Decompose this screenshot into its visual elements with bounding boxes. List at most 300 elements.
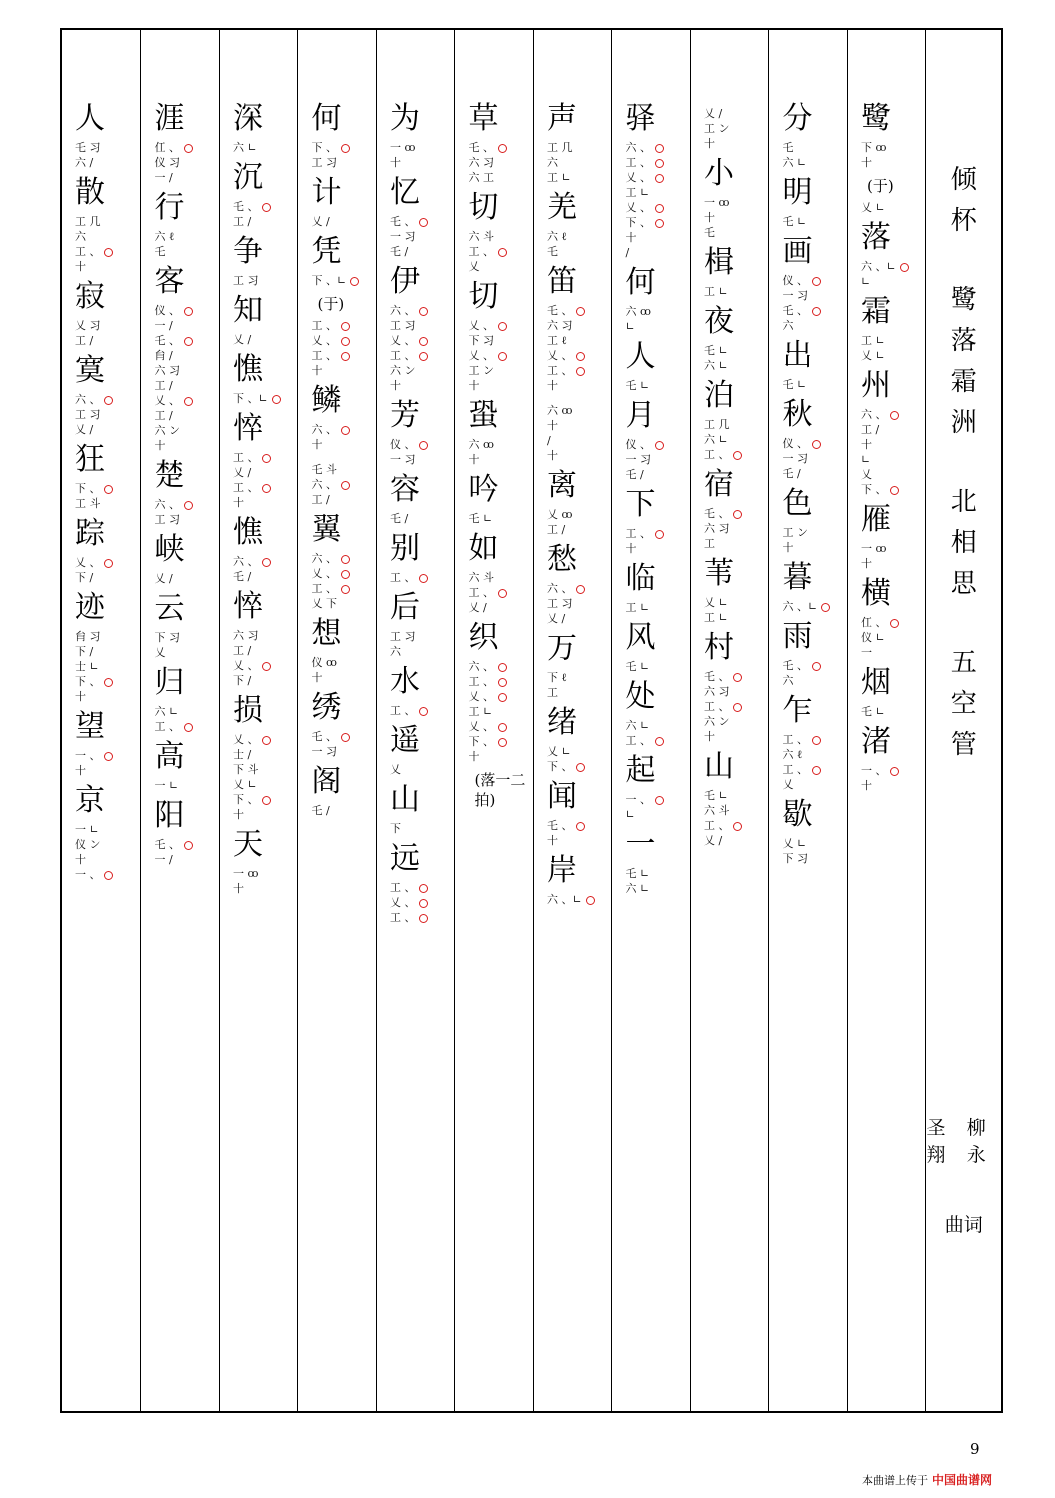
notation-line: 乂 ꝏ — [546, 508, 573, 521]
lyric-unit — [390, 591, 420, 659]
notation-line: 十 — [546, 834, 558, 847]
red-beat-circle-icon — [104, 485, 113, 494]
gongche-notation — [311, 462, 350, 507]
lyric-unit — [390, 665, 429, 718]
lyric-char: 如 — [468, 531, 499, 566]
red-beat-circle-icon — [419, 218, 428, 227]
notation-line: 六 、 — [861, 407, 900, 422]
lyric-unit — [547, 469, 577, 537]
gongche-notation — [861, 200, 885, 215]
red-beat-circle-icon — [262, 662, 271, 671]
lyric-char: 忆 — [389, 175, 420, 210]
gongche-notation — [390, 303, 429, 393]
lyric-char: 泊 — [703, 378, 734, 413]
lyric-unit — [625, 621, 655, 674]
gongche-notation — [704, 284, 728, 299]
lyric-unit — [233, 161, 272, 229]
title-char: 杯 — [950, 206, 977, 236]
notation-line: 工 ∟ — [625, 601, 650, 614]
gongche-notation — [861, 615, 900, 660]
lyric-char: 翼 — [311, 512, 342, 547]
lyric-unit — [782, 561, 830, 614]
gongche-notation — [861, 259, 909, 289]
notation-line: 下 、 — [547, 759, 586, 774]
notation-line: 六 ∟ — [232, 141, 257, 154]
notation-line: 乇 ∟ — [703, 344, 728, 357]
lyric-char: 何 — [625, 265, 656, 300]
lyric-char: 人 — [74, 101, 105, 136]
title-char: 霜 — [950, 367, 977, 397]
lyric-char: 闻 — [546, 779, 577, 814]
notation-line: 六 、 — [625, 140, 664, 155]
notation-line: 乂 、 — [311, 333, 350, 348]
notation-line: 下 习 — [154, 631, 180, 644]
lyric-unit — [311, 765, 341, 818]
gongche-notation — [390, 214, 429, 259]
notation-line: 仜 、 — [154, 140, 193, 155]
lyric-unit — [625, 102, 664, 260]
notation-line: 六 、 — [311, 551, 350, 566]
lyric-unit — [704, 468, 743, 551]
notation-line: 六 习 — [154, 364, 180, 377]
lyric-unit — [468, 399, 498, 467]
gongche-notation — [782, 836, 808, 866]
notation-line: 乇 、 — [154, 837, 193, 852]
lyric-unit — [704, 631, 743, 744]
notation-line: 乂 下 — [311, 597, 337, 610]
lyric-unit — [154, 533, 184, 586]
notation-line: 仪 ∟ — [860, 631, 885, 644]
notation-line: 十 — [782, 541, 794, 554]
notation-line: 六 ℓ — [154, 230, 175, 243]
lyric-char: 峡 — [154, 532, 185, 567]
notation-line: 仪 、 — [782, 436, 821, 451]
red-beat-circle-icon — [498, 663, 507, 672]
notation-line: 工 、 — [468, 585, 507, 600]
lyric-char: 何 — [311, 101, 342, 136]
notation-line: 乇 ∟ — [468, 512, 493, 525]
red-beat-circle-icon — [341, 144, 350, 153]
lyric-char: 宿 — [703, 467, 734, 502]
lyric-unit — [625, 340, 655, 393]
red-beat-circle-icon — [419, 574, 428, 583]
notation-line: 六 ∟ — [782, 156, 807, 169]
title-word-1 — [951, 160, 977, 242]
notation-line: 十 — [468, 379, 480, 392]
red-beat-circle-icon — [733, 822, 742, 831]
notation-line: 六 ン — [389, 364, 416, 377]
gongche-notation — [75, 140, 101, 170]
red-beat-circle-icon — [576, 763, 585, 772]
title-char: 思 — [950, 569, 977, 599]
lyric-char: 人 — [625, 339, 656, 374]
lyric-unit — [154, 799, 193, 867]
notation-line: 工 习 — [154, 513, 180, 526]
notation-line: 乂 ∟ — [546, 745, 571, 758]
lyric-unit — [861, 725, 900, 793]
lyric-char: 驿 — [625, 101, 656, 136]
title-word-4 — [951, 643, 977, 766]
lyric-char: 伊 — [389, 264, 420, 299]
notation-line: 六 习 — [703, 522, 730, 535]
footer-credit — [862, 1471, 992, 1488]
gongche-notation — [390, 703, 429, 718]
notation-line: 工 、 — [311, 348, 350, 363]
notation-line: 六 ∟ — [703, 433, 728, 446]
notation-line: 六 习 — [232, 629, 259, 642]
lyric-char: 争 — [232, 234, 263, 269]
notation-line: 乇 / — [232, 570, 252, 583]
gongche-notation — [233, 732, 272, 822]
lyric-unit — [233, 516, 272, 584]
notation-line: 工 ∟ — [625, 186, 650, 199]
gongche-notation — [782, 377, 806, 392]
lyric-char: 暮 — [782, 560, 813, 595]
lyric-char: 芳 — [389, 398, 420, 433]
lyric-unit — [468, 621, 507, 764]
notation-line: 下 习 — [782, 852, 808, 865]
gongche-notation — [233, 866, 259, 896]
gongche-notation — [547, 303, 586, 393]
lyric-unit — [311, 691, 350, 759]
lyric-unit — [547, 191, 577, 259]
gongche-notation — [625, 866, 649, 896]
notation-line: 十 — [74, 853, 86, 866]
lyric-unit — [547, 632, 577, 700]
lyric-unit — [468, 191, 507, 274]
notation-line: 乇 / — [389, 245, 409, 258]
red-beat-circle-icon — [262, 796, 271, 805]
lyric-column-5 — [533, 30, 612, 1411]
notation-line: 下 / — [74, 571, 94, 584]
lyric-unit — [75, 443, 114, 511]
notation-line: ∟ — [860, 275, 871, 288]
notation-line: 仪 ン — [74, 838, 101, 851]
notation-line: 六 、∟ — [547, 892, 595, 907]
notation-line: 乂 / — [232, 466, 252, 479]
credit-suffix: 曲词 — [944, 1214, 983, 1236]
red-beat-circle-icon — [184, 307, 193, 316]
lyric-column-11 — [62, 30, 141, 1411]
lyric-column-9 — [219, 30, 298, 1411]
red-beat-circle-icon — [341, 322, 350, 331]
notation-line: 六 、 — [75, 392, 114, 407]
gongche-notation — [154, 497, 193, 527]
notation-line: 十 — [703, 730, 715, 743]
lyric-unit — [861, 221, 909, 289]
gongche-notation — [625, 600, 649, 615]
notation-line: 十 — [74, 260, 86, 273]
gongche-notation — [547, 229, 567, 259]
notation-line: / — [546, 434, 551, 447]
gongche-notation — [861, 140, 887, 170]
lyric-unit — [154, 740, 184, 793]
column-stack — [691, 102, 769, 1391]
notation-line: 六 — [74, 230, 86, 243]
column-stack — [455, 102, 533, 1391]
lyric-unit — [468, 532, 507, 615]
red-beat-circle-icon — [341, 733, 350, 742]
red-beat-circle-icon — [341, 555, 350, 564]
gongche-notation — [233, 332, 251, 347]
lyric-char: 村 — [703, 630, 734, 665]
notation-line: 一 ꝏ — [860, 542, 887, 555]
lyric-unit — [75, 280, 105, 348]
lyric-char: 狂 — [74, 442, 105, 477]
lyric-char: 凭 — [311, 234, 342, 269]
notation-line: 工 、 — [311, 581, 350, 596]
lyric-unit — [782, 798, 812, 866]
lyric-char: 离 — [546, 468, 577, 503]
notation-line: 六 — [546, 156, 558, 169]
lyric-unit — [782, 694, 821, 792]
red-beat-circle-icon — [655, 737, 664, 746]
notation-line: 十 — [860, 438, 872, 451]
lyric-char: 声 — [546, 101, 577, 136]
red-beat-circle-icon — [341, 481, 350, 490]
lyric-char: 切 — [468, 190, 499, 225]
notation-line: 工 ン — [703, 122, 730, 135]
gongche-notation — [75, 822, 114, 882]
notation-line: 下 、 — [311, 140, 350, 155]
lyric-char: 小 — [703, 156, 734, 191]
lyric-unit — [704, 557, 734, 625]
notation-line: 六 、 — [233, 554, 272, 569]
gongche-notation — [233, 140, 257, 155]
notation-line: 工 、 — [704, 699, 743, 714]
lyric-unit — [704, 750, 743, 848]
lyric-unit — [390, 176, 429, 259]
red-beat-circle-icon — [586, 896, 595, 905]
notation-line: ∟ — [625, 808, 635, 821]
lyric-char: 鹭 — [860, 101, 891, 136]
lyric-unit — [782, 487, 812, 555]
gongche-notation — [782, 140, 806, 170]
lyric-unit — [154, 592, 184, 660]
lyric-char: 蛩 — [468, 398, 499, 433]
red-beat-circle-icon — [419, 352, 428, 361]
red-beat-circle-icon — [655, 441, 664, 450]
notation-line: 工 习 — [389, 319, 416, 332]
notation-line: 六 、 — [390, 303, 429, 318]
red-beat-circle-icon — [341, 585, 350, 594]
lyric-unit — [625, 828, 655, 896]
notation-line: 乂 ∟ — [232, 778, 257, 791]
notation-line: 一 / — [154, 171, 173, 184]
lyric-char: 损 — [232, 693, 263, 728]
lyric-char: 织 — [468, 620, 499, 655]
notation-line: 一 / — [154, 853, 173, 866]
gongche-notation — [782, 599, 830, 614]
notation-line: 一 ∟ — [154, 779, 179, 792]
notation-line: 工 ∟ — [703, 611, 728, 624]
lyric-unit — [311, 513, 350, 611]
lyric-char: 烟 — [860, 665, 891, 700]
notation-line: 乂 / — [703, 107, 723, 120]
title-char: 相 — [950, 528, 977, 558]
gongche-notation — [625, 526, 664, 556]
red-beat-circle-icon — [890, 411, 899, 420]
gongche-notation — [390, 880, 429, 925]
lyric-char: 霜 — [860, 294, 891, 329]
notation-line: 乂 、 — [75, 555, 114, 570]
gongche-notation — [861, 763, 900, 793]
notation-line: 䏍 习 — [74, 630, 101, 643]
notation-line: 十 — [703, 137, 715, 150]
notation-line: 工 — [703, 537, 715, 550]
lyric-unit — [468, 280, 507, 393]
notation-line: 六 ン — [154, 424, 180, 437]
lyric-unit — [547, 780, 586, 848]
notation-line: 工 、 — [782, 762, 821, 777]
notation-line: 乂 — [782, 778, 794, 791]
lyric-unit — [75, 102, 105, 170]
red-beat-circle-icon — [104, 248, 113, 257]
notation-line: 工 、 — [625, 733, 664, 748]
gongche-notation — [233, 199, 272, 229]
lyric-char: 遥 — [389, 723, 420, 758]
notation-line: 工 几 — [546, 141, 573, 154]
lyric-char: 深 — [232, 101, 263, 136]
notation-line: 六 ∟ — [625, 719, 650, 732]
gongche-notation — [625, 659, 649, 674]
notation-line: 工 、 — [704, 818, 743, 833]
notation-line: 六 ꝏ — [468, 438, 494, 451]
notation-line: 工 习 — [232, 274, 259, 287]
notation-line: 十 — [468, 750, 480, 763]
lyric-char: 踪 — [74, 516, 105, 551]
red-beat-circle-icon — [262, 454, 271, 463]
notation-line: 乇 ∟ — [625, 660, 650, 673]
credit-authors — [926, 1115, 1001, 1166]
lyric-unit — [861, 503, 891, 571]
notation-line: 士 / — [232, 748, 252, 761]
gongche-notation — [311, 273, 359, 288]
lyric-char: 天 — [232, 827, 263, 862]
notation-line: 乂 — [389, 763, 401, 776]
lyric-unit — [782, 398, 821, 481]
notation-line: 工 ℓ — [546, 334, 567, 347]
lyric-unit — [704, 246, 734, 299]
column-stack — [769, 102, 847, 1391]
red-beat-circle-icon — [272, 395, 281, 404]
gongche-notation — [311, 729, 350, 759]
notation-line: 工 、 — [782, 732, 821, 747]
notation-line: 工 / — [311, 493, 330, 506]
gongche-notation — [861, 541, 887, 571]
lyric-unit — [75, 354, 114, 437]
notation-line: 乇 、 — [782, 658, 821, 673]
lyric-column-4 — [611, 30, 690, 1411]
gongche-notation — [468, 318, 507, 393]
lyric-char: 后 — [389, 590, 420, 625]
lyric-unit — [311, 102, 350, 170]
lyric-char: 渚 — [860, 724, 891, 759]
notation-line: 乇 ∟ — [860, 705, 885, 718]
red-beat-circle-icon — [655, 530, 664, 539]
red-beat-circle-icon — [341, 426, 350, 435]
red-beat-circle-icon — [184, 841, 193, 850]
notation-line: 下 、 — [75, 674, 114, 689]
notation-line: 一 习 — [389, 230, 416, 243]
notation-line: 工 、 — [625, 155, 664, 170]
notation-line: 仪 ꝏ — [311, 656, 337, 669]
red-beat-circle-icon — [104, 871, 113, 880]
lyric-char: 乍 — [782, 693, 813, 728]
lyric-unit — [233, 235, 263, 288]
lyric-unit — [233, 294, 263, 347]
lyric-char: 计 — [311, 175, 342, 210]
notation-line: 工 、 — [390, 703, 429, 718]
notation-line: 乂 / — [703, 834, 723, 847]
notation-line: 下 、 — [468, 734, 507, 749]
lyric-char: 寂 — [74, 279, 105, 314]
notation-line: 六 ℓ — [782, 748, 803, 761]
notation-line: 工 ∟ — [703, 285, 728, 298]
notation-line: 工 、 — [233, 450, 272, 465]
red-beat-circle-icon — [655, 219, 664, 228]
gongche-notation — [468, 140, 507, 185]
gongche-notation — [233, 554, 272, 584]
notation-line: 工 、 — [311, 318, 350, 333]
notation-line: 乇 、 — [782, 303, 821, 318]
notation-line: ∟ — [860, 453, 871, 466]
notation-line: 十 — [389, 379, 401, 392]
lyric-char: (于) — [317, 295, 345, 313]
lyric-unit — [311, 235, 359, 288]
notation-line: 乂 、 — [390, 895, 429, 910]
gongche-notation — [233, 628, 272, 688]
notation-line: 工 习 — [546, 597, 573, 610]
lyric-char: 阁 — [311, 764, 342, 799]
footer-prefix: 本曲谱上传于 — [862, 1474, 928, 1487]
gongche-notation — [782, 436, 821, 481]
notation-line: 十 — [311, 438, 323, 451]
notation-line: 一 ꝏ — [389, 141, 416, 154]
red-beat-circle-icon — [655, 204, 664, 213]
lyric-char: 别 — [389, 531, 420, 566]
notation-line: 工 、 — [704, 447, 743, 462]
column-stack — [377, 102, 455, 1391]
notation-line: 乇 / — [625, 468, 644, 481]
red-beat-circle-icon — [262, 736, 271, 745]
lyric-unit — [547, 706, 586, 774]
lyric-char: 夜 — [703, 304, 734, 339]
notation-line: 六 、 — [468, 659, 507, 674]
notation-line: 六 斗 — [468, 571, 494, 584]
lyric-char: 切 — [468, 279, 499, 314]
notation-line: 六 ꝏ — [625, 305, 651, 318]
lyric-char: 知 — [232, 293, 263, 328]
red-beat-circle-icon — [576, 822, 585, 831]
gongche-notation — [625, 437, 664, 482]
red-beat-circle-icon — [576, 352, 585, 361]
lyric-unit — [233, 353, 281, 406]
gongche-notation — [390, 629, 416, 659]
red-beat-circle-icon — [655, 159, 664, 168]
red-beat-circle-icon — [498, 144, 507, 153]
lyric-char: 望 — [74, 709, 105, 744]
notation-line: 十 — [703, 211, 715, 224]
notation-line: 六 ン — [703, 715, 730, 728]
red-beat-circle-icon — [812, 307, 821, 316]
gongche-notation — [154, 778, 178, 793]
lyric-unit — [861, 369, 900, 497]
notation-line: 乂 / — [468, 601, 487, 614]
notation-line: 工 ン — [468, 364, 494, 377]
notation-line: 下 、 — [625, 215, 664, 230]
notation-line: 乂 ∟ — [703, 596, 728, 609]
